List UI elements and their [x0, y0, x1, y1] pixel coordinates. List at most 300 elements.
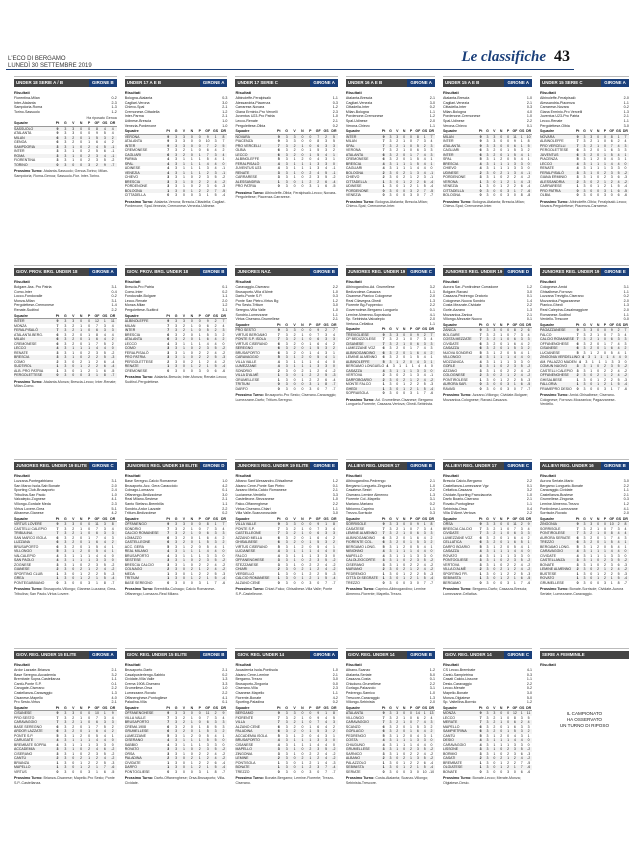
match-name: Sporting-Paladina: [235, 700, 265, 705]
stat-cell: 2: [317, 571, 320, 576]
stat-cell: 6: [520, 769, 523, 774]
stat-cell: 1: [80, 328, 83, 333]
league-title: ALLIEVI REG. UNDER 17: [443, 462, 504, 470]
stat-cell: 4: [103, 153, 106, 158]
stat-cell: 3: [325, 364, 328, 369]
team-name: ALZANO CENE: [235, 580, 261, 585]
stat-cell: 3: [486, 337, 489, 342]
stat-cell: 0: [111, 738, 114, 743]
stat-cell: 0: [190, 337, 193, 342]
match-name: Ponte San Pietro-Virtus Bg: [235, 298, 279, 303]
stat-cell: 2: [198, 571, 201, 576]
stat-cell: 1: [603, 152, 606, 157]
stat-cell: 3: [72, 711, 75, 716]
next-round: [14, 587, 117, 596]
stat-cell: 0: [277, 769, 280, 774]
results-heading: Risultati: [14, 90, 30, 95]
stat-cell: 2: [80, 359, 83, 364]
column-header: G: [389, 327, 392, 332]
column-header: DR: [331, 129, 337, 134]
stat-cell: 1: [277, 760, 280, 765]
standings-table: [14, 522, 117, 585]
next-round-label: Prossimo Turno:: [345, 199, 376, 204]
team-name: MILAN: [442, 134, 454, 139]
team-name: ACCADEMIA: [14, 747, 35, 752]
column-header: DR: [220, 313, 227, 318]
stat-cell: 1: [603, 161, 606, 166]
stat-cell: 1: [527, 544, 530, 549]
stat-cell: 1: [603, 553, 606, 558]
stat-cell: 3: [389, 562, 392, 567]
stat-cell: 1: [396, 166, 399, 171]
stat-cell: 6: [167, 337, 170, 342]
stat-cell: 6: [576, 540, 579, 545]
next-round: [540, 587, 629, 596]
match-score: 2-1: [332, 317, 338, 322]
stat-cell: 7: [382, 341, 385, 346]
match-name: Monza-Milan: [14, 298, 35, 303]
stat-cell: 5: [382, 359, 385, 364]
team-name: DARFO BOARIO: [442, 544, 470, 549]
match-score: 2-0: [222, 298, 228, 303]
stat-cell: 1: [293, 175, 296, 180]
stat-cell: 3: [486, 580, 489, 585]
stat-cell: 6: [382, 535, 385, 540]
stat-cell: 0: [72, 364, 75, 369]
stat-cell: 0: [301, 729, 304, 734]
stat-cell: 7: [317, 526, 320, 531]
next-round: [14, 380, 117, 389]
stat-cell: 3: [382, 751, 385, 756]
stat-cell: 5: [325, 571, 328, 576]
stat-cell: 5: [416, 724, 419, 729]
stat-cell: 0: [610, 193, 613, 198]
match-name: Albinoleffe-Feralpisalò: [235, 96, 271, 100]
next-round-label: Prossimo Turno:: [124, 587, 155, 592]
stat-cell: 6: [479, 729, 482, 734]
stat-cell: 3: [389, 184, 392, 189]
standings-row: [14, 373, 117, 378]
stat-cell: 2: [80, 549, 83, 554]
column-header: P: [409, 327, 413, 332]
match-name: Cittadella-Inter: [345, 105, 370, 110]
stat-cell: 1: [624, 350, 627, 355]
stat-cell: 1: [293, 751, 296, 756]
team-name: PONTE S.P. ISOLA: [235, 337, 266, 342]
match-name: Lemine Almenno-Sopraisola: [345, 312, 391, 317]
stat-cell: 5: [317, 148, 320, 153]
stat-cell: 0: [301, 580, 304, 585]
stat-cell: 2: [500, 170, 503, 175]
stat-cell: 2: [301, 355, 304, 360]
match-name: Bergamo Longuelo-Bonate: [540, 483, 583, 488]
match-name: CS Lecco-Brembate: [442, 668, 476, 673]
stat-cell: 3: [175, 765, 178, 770]
match-name: Verdello-Trescore: [540, 317, 569, 322]
column-header: N: [402, 705, 406, 710]
stat-cell: 3: [576, 368, 579, 373]
team-name: FALCO: [235, 553, 247, 558]
match-score: 0-1: [429, 308, 435, 313]
stat-cell: 2: [309, 760, 312, 765]
column-header: N: [301, 129, 304, 134]
stat-cell: 0: [403, 157, 406, 162]
stat-cell: 5: [617, 576, 620, 581]
stat-cell: 4: [222, 152, 225, 157]
match-score: 1-0: [332, 308, 338, 313]
stat-cell: 6: [576, 341, 579, 346]
stat-cell: 1: [507, 540, 510, 545]
stat-cell: 4: [167, 170, 170, 175]
stat-cell: 3: [285, 346, 288, 351]
team-name: INTER: [14, 149, 25, 154]
stat-cell: 4: [581, 355, 584, 360]
result-row: [125, 308, 228, 313]
result-row: [14, 308, 117, 313]
match-score: 0-2: [623, 105, 629, 110]
stat-cell: 2: [396, 535, 399, 540]
team-name: BUSTESE: [540, 571, 557, 576]
league-title: GIOV. REG. UNDER 14: [346, 651, 407, 659]
stat-cell: 1: [382, 760, 385, 765]
stat-cell: 3: [64, 153, 67, 158]
stat-cell: 3: [64, 522, 67, 527]
stat-cell: 3: [486, 553, 489, 558]
stat-cell: 3: [479, 364, 482, 369]
stat-cell: 3: [64, 140, 67, 145]
stat-cell: 0: [301, 386, 304, 391]
stat-cell: 1: [416, 386, 419, 391]
stat-cell: 3: [486, 747, 489, 752]
stat-cell: 7: [576, 143, 579, 148]
stat-cell: 1: [95, 769, 98, 774]
stat-cell: 7: [479, 720, 482, 725]
stat-cell: 1: [603, 567, 606, 572]
next-round-fixtures: Caprino-Albinogandino; Lemine Almenno-Fiorente; Mapello-Trezzo.: [345, 587, 426, 596]
team-name: LUMEZZANE VGZ: [345, 346, 376, 351]
stat-cell: 9: [167, 522, 170, 527]
results-heading: Risultati: [14, 662, 30, 668]
stat-cell: 1: [198, 535, 201, 540]
stat-cell: 2: [88, 562, 91, 567]
match-name: Gorle-Azzano: [442, 308, 465, 313]
column-header: G: [389, 705, 392, 710]
match-score: 3-0: [332, 303, 338, 308]
stat-cell: 3: [222, 724, 225, 729]
column-header: GF: [94, 516, 100, 521]
match-name: Caravaggio-Cividate: [540, 488, 573, 493]
stat-cell: 9: [56, 131, 59, 136]
stat-cell: 9: [56, 711, 59, 716]
stat-cell: 3: [317, 364, 320, 369]
stat-cell: 3: [56, 751, 59, 756]
match-name: Santo Stefano-Brembilla: [124, 502, 164, 507]
stat-cell: 7: [382, 148, 385, 153]
stat-cell: 3: [103, 558, 106, 563]
match-score: 0-1: [332, 483, 338, 488]
team-name: BERGAMO LONG.: [540, 544, 570, 549]
stat-cell: 2: [198, 346, 201, 351]
result-row: [125, 124, 228, 129]
stat-cell: 3: [520, 346, 523, 351]
stat-cell: 3: [175, 549, 178, 554]
match-score: 1-0: [332, 114, 338, 119]
stat-cell: 7: [167, 720, 170, 725]
team-name: MONTE FALCO: [345, 382, 371, 387]
match-name: Brusaporto-Darfo: [124, 668, 153, 673]
stat-cell: 3: [64, 724, 67, 729]
stat-cell: 2: [410, 571, 412, 576]
stat-cell: 4: [111, 131, 114, 136]
stat-cell: 0: [410, 359, 412, 364]
stat-cell: 12: [512, 711, 517, 716]
team-name: PAGAZZANESE: [540, 328, 566, 333]
stat-cell: 3: [175, 720, 178, 725]
stat-cell: 2: [396, 729, 399, 734]
league-header: [14, 462, 117, 470]
next-round: [14, 169, 117, 178]
team-name: BERGAMO LONG.: [345, 544, 376, 549]
stat-cell: 3: [583, 382, 586, 387]
stat-cell: 0: [590, 386, 593, 391]
stat-cell: 0: [198, 720, 201, 725]
stat-cell: 1: [222, 157, 225, 162]
next-round: [14, 776, 117, 785]
stat-cell: 4: [214, 567, 217, 572]
team-name: VIRTUS LOVERE: [14, 522, 42, 527]
stat-cell: 0: [410, 733, 412, 738]
stat-cell: 5: [520, 571, 523, 576]
stat-cell: 6: [479, 148, 482, 153]
standings-table: [443, 711, 532, 774]
column-header: V: [590, 129, 593, 134]
result-row: [443, 317, 532, 322]
match-score: 0-1: [526, 483, 533, 488]
stat-cell: 3: [285, 170, 288, 175]
stat-cell: 3: [389, 747, 392, 752]
team-name: AM. PALAZZO MADEN: [540, 359, 577, 364]
match-name: Offanengo-Bedizzolese: [124, 492, 163, 497]
stat-cell: 0: [190, 175, 193, 180]
team-name: BRESCIA CALCIO: [124, 562, 154, 567]
stat-cell: 5: [423, 386, 426, 391]
results-heading: Risultati: [442, 473, 459, 479]
stat-cell: 1: [513, 576, 516, 581]
stat-cell: 0: [493, 769, 496, 774]
stat-cell: 0: [332, 161, 335, 166]
stat-cell: 1: [293, 742, 296, 747]
stat-cell: 3: [389, 742, 392, 747]
stat-cell: 1: [182, 161, 185, 166]
match-name: Juventus U23-Pro Patria: [540, 114, 580, 119]
stat-cell: 3: [64, 144, 67, 149]
column-header: GF: [609, 322, 615, 327]
stat-cell: 3: [486, 332, 489, 337]
stat-cell: 0: [293, 179, 296, 184]
stat-cell: 3: [285, 522, 288, 527]
stat-cell: 1: [410, 368, 412, 373]
team-name: CREMONESE: [345, 157, 369, 162]
stat-cell: 7: [416, 139, 419, 144]
stat-cell: 1: [597, 337, 600, 342]
stat-cell: 2: [317, 567, 320, 572]
stat-cell: 0: [507, 337, 510, 342]
stat-cell: 3: [56, 153, 59, 158]
stat-cell: 1: [500, 553, 503, 558]
team-name: GHISALBESE: [235, 540, 258, 545]
stat-cell: 0: [190, 724, 193, 729]
stat-cell: 1: [206, 765, 209, 770]
stat-cell: 3: [175, 337, 178, 342]
match-score: 2-1: [222, 105, 228, 110]
stat-cell: 1: [396, 558, 399, 563]
stat-cell: 1: [80, 576, 83, 581]
stat-cell: 3: [486, 720, 489, 725]
column-header: Pt: [381, 705, 386, 710]
stat-cell: 1: [309, 742, 312, 747]
stat-cell: 1: [72, 346, 75, 351]
stat-cell: 6: [317, 531, 320, 536]
stat-cell: 3: [389, 531, 392, 536]
stat-cell: 4: [527, 332, 530, 337]
stat-cell: 0: [403, 751, 406, 756]
match-score: 1-3: [429, 298, 435, 303]
stat-cell: 0: [111, 553, 114, 558]
stat-cell: 1: [590, 175, 593, 180]
match-score: 2-1: [429, 479, 435, 484]
stat-cell: 3: [56, 149, 59, 154]
match-name: Alzano Cene-Lemine: [235, 672, 269, 677]
stat-cell: 3: [423, 531, 426, 536]
stat-cell: 4: [624, 526, 627, 531]
team-name: LUMEZZANE: [124, 733, 146, 738]
stat-cell: 0: [500, 368, 503, 373]
stat-cell: 3: [285, 143, 288, 148]
team-name: MONZA: [442, 711, 456, 716]
stat-cell: 2: [597, 157, 600, 162]
stat-cell: 1: [56, 576, 59, 581]
stat-cell: 7: [430, 332, 433, 337]
stat-cell: 6: [56, 729, 59, 734]
column-header: V: [72, 516, 75, 521]
match-name: Cellatica-Casazza: [442, 488, 472, 493]
stat-cell: 0: [500, 729, 503, 734]
stat-cell: -2: [527, 175, 531, 180]
stat-cell: -6: [111, 765, 115, 770]
stat-cell: 1: [597, 531, 600, 536]
team-name: BERGAMO: [235, 711, 254, 716]
stat-cell: 2: [610, 179, 613, 184]
next-round-label: Prossimo Turno:: [345, 587, 376, 592]
match-score: 3-1: [429, 686, 435, 691]
stat-cell: 3: [214, 170, 217, 175]
stat-cell: 0: [190, 139, 193, 144]
stat-cell: 1: [500, 166, 503, 171]
stat-cell: 0: [222, 553, 225, 558]
stat-cell: 6: [576, 152, 579, 157]
stat-cell: -2: [111, 747, 115, 752]
stat-cell: 3: [389, 170, 392, 175]
stat-cell: 2: [198, 576, 201, 581]
stat-cell: 3: [389, 769, 392, 774]
match-score: 5-0: [526, 695, 533, 700]
stat-cell: 8: [332, 522, 335, 527]
stat-cell: 0: [80, 153, 83, 158]
team-name: CALCIO ROMANESE: [540, 337, 575, 342]
stat-cell: 0: [309, 143, 312, 148]
stat-cell: 1: [624, 157, 627, 162]
stat-cell: 3: [285, 341, 288, 346]
stat-cell: 2: [513, 562, 516, 567]
league-header: [125, 268, 228, 276]
league-group-tag: GIRONE A: [310, 79, 338, 87]
league-box: [125, 76, 228, 259]
stat-cell: 0: [603, 134, 606, 139]
stat-cell: 3: [167, 179, 170, 184]
stat-cell: 3: [325, 540, 328, 545]
stat-cell: 1: [576, 576, 579, 581]
stat-cell: 3: [175, 558, 178, 563]
team-name: ATALANTA: [14, 131, 32, 136]
stat-cell: -2: [332, 562, 336, 567]
match-score: 0-1: [429, 677, 435, 682]
team-name: CAGLIARI: [345, 166, 363, 171]
match-score: 2-2: [526, 303, 533, 308]
league-box: [235, 265, 337, 453]
stat-cell: 3: [64, 359, 67, 364]
next-round-label: Prossimo Turno:: [14, 776, 44, 781]
stat-cell: 2: [382, 170, 385, 175]
stat-cell: 4: [382, 738, 385, 743]
stat-cell: 1: [507, 359, 510, 364]
stat-cell: 4: [520, 368, 523, 373]
stat-cell: 5: [317, 540, 320, 545]
stat-cell: 0: [80, 544, 83, 549]
notice-line: UN TURNO DI RIPOSO: [559, 723, 610, 729]
stat-cell: 0: [597, 580, 600, 585]
stat-cell: 6: [416, 350, 419, 355]
stat-cell: 0: [80, 751, 83, 756]
match-name: Bergamo Longuelo-Zingonia: [345, 483, 392, 488]
stat-cell: 1: [317, 184, 320, 189]
stat-cell: 3: [182, 143, 185, 148]
issue-date: LUNEDÌ 30 SETTEMBRE 2019: [8, 63, 92, 69]
stat-cell: 4: [386, 364, 389, 369]
match-score: 1-0: [526, 114, 533, 119]
column-header: N: [402, 129, 406, 134]
team-name: SARNICO: [345, 751, 362, 756]
team-name: CP BEDIZZOLESE: [345, 337, 376, 342]
stat-cell: 6: [95, 140, 98, 145]
team-name: ATALANTA: [124, 337, 143, 342]
result-row: [235, 700, 337, 705]
stat-cell: 0: [111, 742, 114, 747]
next-round: [443, 776, 532, 785]
stat-cell: 0: [80, 729, 83, 734]
stat-cell: 1: [403, 549, 406, 554]
stat-cell: 9: [382, 522, 385, 527]
stat-cell: 2: [206, 355, 209, 360]
column-header: Squadre: [124, 129, 139, 134]
stat-cell: 3: [624, 337, 627, 342]
stat-cell: 1: [410, 170, 412, 175]
stat-cell: 3: [222, 720, 225, 725]
next-round-label: Prossimo Turno:: [235, 393, 265, 398]
stat-cell: 2: [507, 562, 510, 567]
stat-cell: 3: [285, 359, 288, 364]
stat-cell: 0: [80, 319, 83, 324]
stat-cell: 2: [493, 346, 496, 351]
